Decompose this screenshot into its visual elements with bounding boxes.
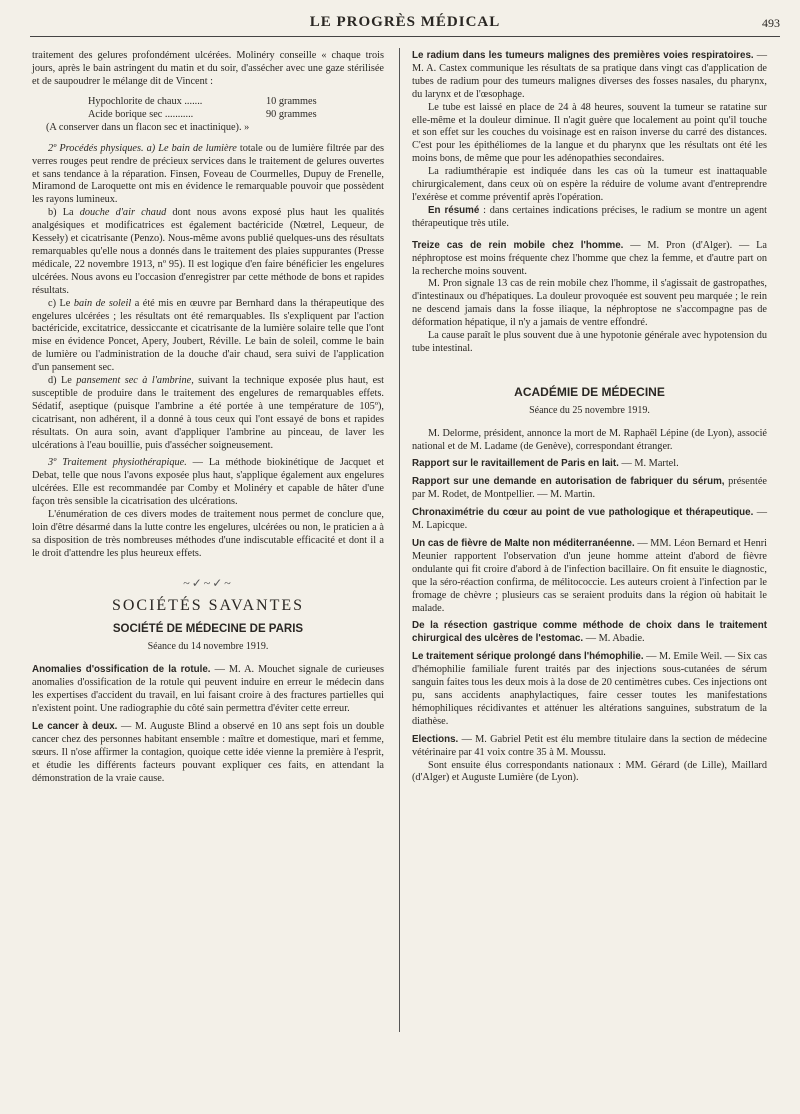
subheading-inline: douche d'air chaud xyxy=(79,207,167,219)
communication-title: Anomalies d'ossification de la rotule. xyxy=(32,664,211,676)
paragraph: L'énumération de ces divers modes de traitement nous permet de conclure que, loin d'être désarmé dans la lutte contre les engelures, ulcérées ou non, le praticien a à sa disposition de très nombreuses méthodes d'une indiscutable efficacité et dont il a le droit d'attendre les plus heureux effets. xyxy=(32,509,384,559)
communication-author: — M. Pron (d'Alger). xyxy=(630,239,733,251)
heading-inline: 2º Procédés physiques. xyxy=(48,142,144,154)
communication: Un cas de fièvre de Malte non méditerranéenne. — MM. Léon Bernard et Henri Meunier rapportent l'observation d'un jeune homme atteint d'abord de fièvre ondulante qui fit croire d'abord à de l'infection bacillaire. On fit ensuite le diagnostic, que la séro-réaction confirma, de mélitococcie. Les auteurs croient à l'infection par le fromage de chèvre ; plusieurs cas se seraient produits dans la région où habitait le malade. xyxy=(412,538,768,614)
recipe-note: (A conserver dans un flacon sec et inactinique). » xyxy=(46,121,250,133)
communication-author: — M. Martel. xyxy=(621,458,679,470)
recipe xyxy=(32,95,384,134)
left-column xyxy=(32,50,384,786)
communication: Anomalies d'ossification de la rotule. — M. A. Mouchet signale de curieuses anomalies d'ossification de la rotule qui peuvent induire en erreur le médecin dans les expertises d'accident du travail, en lui faisant croire à des fractures partielles qui n'existent point. Une radiographie du côté sain permettra d'éviter cette erreur. xyxy=(32,664,384,715)
paragraph: La cause paraît le plus souvent due à une hypotonie générale avec hypotension du tube intestinal. xyxy=(412,330,767,354)
communication-title: Un cas de fièvre de Malte non méditerranéenne. xyxy=(412,538,635,549)
communication-title: De la résection gastrique comme méthode de choix dans le traitement chirurgical des ulcères de l'estomac. xyxy=(412,620,767,645)
communication xyxy=(412,458,767,471)
subheading-inline: bain de soleil xyxy=(73,297,132,309)
communication-author: — M. A. Castex xyxy=(412,50,768,74)
recipe-row xyxy=(32,95,384,108)
paragraph: 2º Procédés physiques. a) Le bain de lumière totale ou de lumière filtrée par des verres rouges peut rendre de précieux services dans le traitement de gelures ouvertes et sans tendance à la réparation. Finsen, Foveau de Courmelles, Dupuy de Frenelle, Miramond de Laroquette ont mis en évidence le remarquable pouvoir que possèdent les rayons lumineux. xyxy=(32,142,384,206)
section-title: SOCIÉTÉS SAVANTES xyxy=(111,596,305,614)
paragraph: Le tube est laissé en place de 24 à 48 heures, souvent la tumeur se ratatine sur elle-même et la douleur diminue. Il n'agit guère que localement au point qu'il touche et son effet sur les couches du voisinage est en raison inverse du carré des distances. C'est pour les épithéliomes de la langue et du pharynx que les résultats ont été les moins bons, de même que pour les adénopathies secondaires. xyxy=(412,101,767,165)
communication-title: Rapport sur une demande en autorisation de fabriquer du sérum, xyxy=(412,476,725,488)
communication xyxy=(412,620,767,646)
communication: Elections. — M. Gabriel Petit est élu membre titulaire dans la section de médecine vétérinaire par 41 voix contre 35 à M. Moussu. xyxy=(412,733,767,758)
page-number: 493 xyxy=(762,16,780,30)
communication-author: — M. Auguste Blind xyxy=(121,720,211,732)
communication: Le traitement sérique prolongé dans l'hémophilie. — M. Emile Weil. — Six cas d'hémophilie familiale furent traités par des injections sous-cutanées de sérum sanguin faites tous les deux mois à la dose de 20 centimètres cubes. Ces injections ont pu, sans accidents anaphylactiques, faire cesser toutes les manifestations hémophiliques récidivantes et atténuer les altérations sanguines, substratum de la diathèse. xyxy=(412,651,767,727)
academy-title: ACADÉMIE DE MÉDECINE xyxy=(514,384,665,399)
paragraph: b) La douche d'air chaud dont nous avons exposé plus haut les qualités analgésiques et modificatrices est également bactéricide (Nœtrel, Lequeur, de Kesseły) et cicatrisante (Penzo). Nous-même avons publié quelques-uns des résultats remarquables qu'elle nous a donnés dans le traitement des plaies suppurantes (Presse médicale, 22 novembre 1913, nº 95). Il est logique d'en faire bénéficier les engelures ulcérées. Nous avons eu l'occasion d'enregistrer par cette méthode de bons et rapides résultats. xyxy=(32,207,385,296)
subheading-inline: pansement sec à l'ambrine, xyxy=(76,375,194,387)
recipe-item-amount: 10 grammes xyxy=(266,95,317,107)
running-head: LE PROGRÈS MÉDICAL xyxy=(309,14,501,30)
paragraph: Sont ensuite élus correspondants nationaux : MM. Gérard (de Lille), Maillard (d'Alger) et Auguste Lumière (de Lyon). xyxy=(412,759,767,784)
communication-title: Rapport sur le ravitaillement de Paris en lait. xyxy=(412,458,619,470)
communication-author: — M. Abadie. xyxy=(585,633,645,645)
society-title: SOCIÉTÉ DE MÉDECINE DE PARIS xyxy=(112,622,304,635)
recipe-row xyxy=(32,108,384,121)
subheading-inline: a) Le bain de lumière xyxy=(146,142,237,154)
communication xyxy=(412,507,767,533)
ornament: ~✓~✓~ xyxy=(183,575,233,590)
communication-title: Le traitement sérique prolongé dans l'hémophilie. xyxy=(412,651,644,663)
recipe-item-amount: 90 grammes xyxy=(266,108,317,120)
paragraph: En résumé : dans certaines indications précises, le radium se montre un agent thérapeutique très utile. xyxy=(412,204,767,229)
communication-title: Le cancer à deux. xyxy=(32,720,118,732)
communication: Treize cas de rein mobile chez l'homme. — M. Pron (d'Alger). — La néphroptose est moins fréquente chez l'homme que chez la femme, et d'autre part on la recherche moins souvent. xyxy=(412,239,767,277)
communication-author: — M. Lapicque. xyxy=(412,507,767,532)
communication: Le radium dans les tumeurs malignes des premières voies respiratoires. — M. A. Castex communique les résultats de sa pratique dans vingt cas d'application de tubes de radium pour des tumeurs malignes diverses des fosses nasales, du pharynx, du larynx et de l'œsophage. xyxy=(412,50,768,100)
communication: Le cancer à deux. — M. Auguste Blind a observé en 10 ans sept fois un double cancer chez des personnes habitant ensemble : maître et domestique, mari et femme, sœurs. Il n'ose affirmer la contagion, quoique cette idée vienne la première à l'esprit, et étudie les différents facteurs pouvant expliquer ces faits, en attendant la démonstration de la vraie cause. xyxy=(32,720,385,784)
communication-title: Treize cas de rein mobile chez l'homme. xyxy=(412,239,624,251)
recipe-item-name: Hypochlorite de chaux ....... xyxy=(88,95,203,107)
communication-title: Le radium dans les tumeurs malignes des premières voies respiratoires. xyxy=(412,50,754,61)
paragraph: M. Delorme, président, annonce la mort de M. Raphaël Lépine (de Lyon), associé national et de M. Ladame (de Genève), correspondant étranger. xyxy=(412,427,767,452)
session-date: Séance du 25 novembre 1919. xyxy=(529,404,650,416)
header-rule xyxy=(30,36,780,37)
paragraph: d) Le pansement sec à l'ambrine, suivant la technique exposée plus haut, est susceptible de produire dans le traitement des engelures de remarquables effets. Sédatif, aseptique (puisque l'ambrine a été portée à une température de 105º), cicatrisant, non adhérent, il a donné à tous ceux qui l'ont essayé de bons et rapides résultats. On aura soin, avant d'appliquer l'ambrine au pinceau, de laver les ulcérations à l'eau bouillie, puis d'assécher soigneusement. xyxy=(32,375,385,451)
communication-title: Chronaximétrie du cœur au point de vue pathologique et thérapeutique. xyxy=(412,507,754,519)
paragraph: M. Pron signale 13 cas de rein mobile chez l'homme, il s'agissait de gastropathes, d'intestinaux ou d'hépatiques. La douleur provoquée est souvent peu marquée ; le rein ne descend jamais dans la fosse iliaque, la néphroptose ne s'accompagne pas de déformation hépatique, il n'y a jamais de ventre effondré. xyxy=(412,278,767,329)
right-column xyxy=(412,50,767,785)
column-rule xyxy=(399,48,400,1032)
paragraph: La radiumthérapie est indiquée dans les cas où la tumeur est inattaquable chirurgicalement, dans ceux où on espère la réduire de volume avant d'entreprendre l'exérèse et comme préventif après l'opération. xyxy=(412,166,767,203)
communication: Rapport sur une demande en autorisation de fabriquer du sérum, présentée par M. Rodet, de Montpellier. — M. Martin. xyxy=(412,476,767,501)
paragraph: traitement des gelures profondément ulcérées. Molinéry conseille « chaque trois jours, après le bain astringent du matin et du soir, d'assécher avec une gaze stérilisée et de saupoudrer le mélange dit de Vincent : xyxy=(32,50,384,87)
recipe-item-name: Acide borique sec ........... xyxy=(88,108,194,120)
heading-inline: 3º Traitement physiothérapique. xyxy=(48,457,187,469)
paragraph: c) Le bain de soleil a été mis en œuvre par Bernhard dans la thérapeutique des engelures ulcérées ; les résultats ont été remarquables. Ils s'expliquent par l'action bactéricide, excitatrice, dessiccante et cicatrisante de la lumière solaire telle que l'ont mise en évidence Poncet, Apery, Joubert, Réville. Le bain de soleil, comme le bain de lumière ou l'administration de la douche d'air chaud, sera suivi de l'application d'un pansement sec. xyxy=(32,297,385,374)
paragraph: 3º Traitement physiothérapique. — La méthode biokinétique de Jacquet et Debat, telle que nous l'avons exposée plus haut, s'applique également aux engelures ulcérées. Elle est recommandée par Comby et Molinéry et capable de hâter d'une façon très sensible la cicatrisation des ulcérations. xyxy=(32,457,384,508)
emphasis: En résumé xyxy=(428,204,480,216)
communication-author: — M. A. Mouchet xyxy=(214,664,295,676)
communication-title: Elections. xyxy=(412,733,459,745)
session-date: Séance du 14 novembre 1919. xyxy=(147,641,269,653)
